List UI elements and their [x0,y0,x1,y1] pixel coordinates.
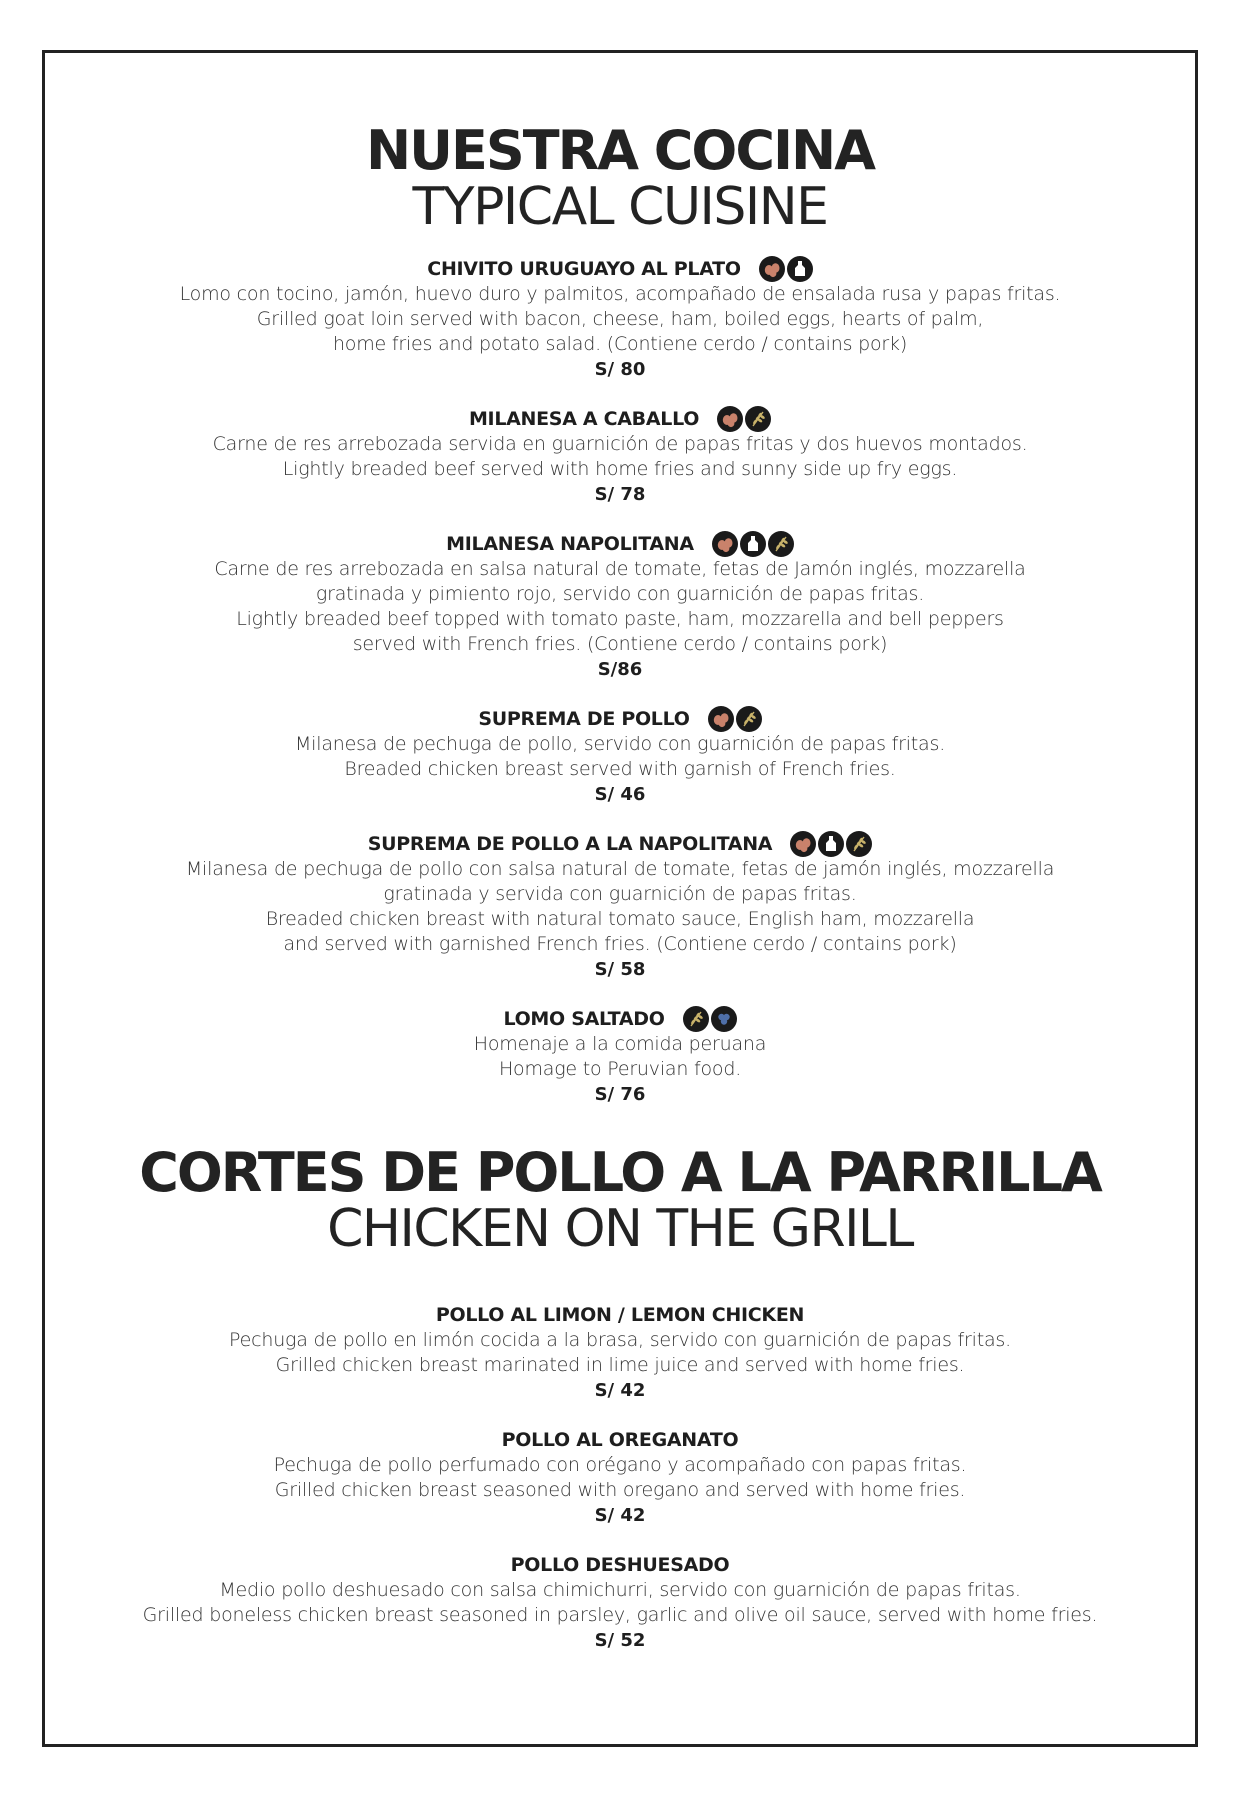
menu-item-lomo-saltado [45,1005,1195,1107]
menu-item-pollo-al-oreganato [45,1426,1195,1528]
gluten-icon [846,831,872,857]
soy-icon [711,1006,737,1032]
menu-item-suprema-de-pollo-a-la-napolitana [45,830,1195,982]
menu-item-price: S/ 78 [594,484,646,505]
menu-item-name: POLLO AL LIMON / LEMON CHICKEN [435,1303,805,1326]
gluten-icon [745,406,771,432]
allergen-icons [712,531,794,557]
section-subtitle-typical-cuisine: TYPICAL CUISINE [412,177,828,237]
menu-item-header [45,1005,1195,1032]
allergen-icons [708,706,762,732]
menu-item-header [45,705,1195,732]
menu-item-suprema-de-pollo [45,705,1195,807]
menu-item-price: S/ 52 [594,1630,646,1651]
menu-item-description-line: Milanesa de pechuga de pollo, servido con guarnición de papas fritas. [294,733,946,755]
menu-item-description-line: Grilled chicken breast marinated in lime juice and served with home fries. [275,1354,965,1376]
menu-item-description-line: Breaded chicken breast with natural tomato sauce, English ham, mozzarella [265,908,975,930]
menu-item-description-line: home fries and potato salad. (Contiene cerdo / contains pork) [332,333,908,355]
section-title-chicken-grill: CORTES DE POLLO A LA PARRILLA [139,1141,1101,1204]
menu-item-description-line: Homage to Peruvian food. [498,1058,742,1080]
menu-item-pollo-deshuesado [45,1551,1195,1653]
menu-item-price: S/ 42 [594,1380,646,1401]
menu-item-description-line: Breaded chicken breast served with garnish of French fries. [344,758,896,780]
menu-item-header [45,255,1195,282]
menu-item-price: S/ 46 [594,784,646,805]
dairy-icon [740,531,766,557]
menu-item-name: POLLO AL OREGANATO [501,1428,739,1451]
egg-icon [708,706,734,732]
egg-icon [717,406,743,432]
menu-item-price: S/86 [597,659,643,680]
menu-item-chivito-uruguayo-al-plato [45,255,1195,382]
allergen-icons [790,831,872,857]
gluten-icon [736,706,762,732]
menu-item-header [45,530,1195,557]
menu-item-name: LOMO SALTADO [503,1007,665,1030]
menu-item-header [45,1301,1195,1328]
allergen-icons [759,256,813,282]
menu-item-price: S/ 80 [594,359,646,380]
menu-item-description-line: Carne de res arrebozada servida en guarnición de papas fritas y dos huevos montados. [212,433,1028,455]
menu-item-description-line: Pechuga de pollo en limón cocida a la brasa, servido con guarnición de papas fritas. [229,1329,1011,1351]
egg-icon [790,831,816,857]
menu-item-header [45,405,1195,432]
menu-item-name: MILANESA A CABALLO [468,407,700,430]
menu-item-price: S/ 42 [594,1505,646,1526]
menu-item-price: S/ 58 [594,959,646,980]
menu-item-description-line: Grilled chicken breast seasoned with oregano and served with home fries. [274,1479,966,1501]
menu-items-typical-cuisine [45,255,1195,1107]
menu-item-description-line: Medio pollo deshuesado con salsa chimichurri, servido con guarnición de papas fritas. [219,1579,1021,1601]
menu-item-description-line: Carne de res arrebozada en salsa natural de tomate, fetas de Jamón inglés, mozzarella [214,558,1026,580]
gluten-icon [683,1006,709,1032]
menu-item-description-line: Homenaje a la comida peruana [473,1033,767,1055]
menu-item-header [45,830,1195,857]
menu-item-description-line: Lightly breaded beef topped with tomato paste, ham, mozzarella and bell peppers [236,608,1004,630]
menu-item-name: CHIVITO URUGUAYO AL PLATO [427,257,741,280]
menu-item-price: S/ 76 [594,1084,646,1105]
dairy-icon [787,256,813,282]
menu-item-name: SUPREMA DE POLLO A LA NAPOLITANA [367,832,773,855]
menu-items-chicken-grill [45,1301,1195,1653]
menu-item-description-line: and served with garnished French fries. (Contiene cerdo / contains pork) [283,933,957,955]
menu-page [45,53,1195,1676]
menu-item-name: SUPREMA DE POLLO [478,707,690,730]
menu-item-description-line: Milanesa de pechuga de pollo con salsa natural de tomate, fetas de jamón inglés, mozzarella [185,858,1055,880]
egg-icon [712,531,738,557]
menu-item-name: MILANESA NAPOLITANA [446,532,694,555]
menu-item-milanesa-a-caballo [45,405,1195,507]
menu-item-description-line: Grilled boneless chicken breast seasoned in parsley, garlic and olive oil sauce, served with home fries. [142,1604,1098,1626]
menu-item-description-line: Lightly breaded beef served with home fries and sunny side up fry eggs. [282,458,958,480]
menu-item-description-line: served with French fries. (Contiene cerdo / contains pork) [352,633,888,655]
egg-icon [759,256,785,282]
menu-item-description-line: gratinada y pimiento rojo, servido con guarnición de papas fritas. [315,583,925,605]
section-title-typical-cuisine: NUESTRA COCINA [365,119,875,182]
gluten-icon [768,531,794,557]
allergen-icons [683,1006,737,1032]
menu-item-header [45,1426,1195,1453]
allergen-icons [717,406,771,432]
menu-item-milanesa-napolitana [45,530,1195,682]
section-subtitle-chicken-grill: CHICKEN ON THE GRILL [327,1199,913,1259]
menu-item-description-line: Pechuga de pollo perfumado con orégano y acompañado con papas fritas. [273,1454,967,1476]
menu-item-description-line: gratinada y servida con guarnición de papas fritas. [383,883,857,905]
menu-item-pollo-al-limon-lemon-chicken [45,1301,1195,1403]
menu-item-name: POLLO DESHUESADO [510,1553,730,1576]
menu-item-description-line: Grilled goat loin served with bacon, cheese, ham, boiled eggs, hearts of palm, [256,308,984,330]
menu-item-header [45,1551,1195,1578]
menu-item-description-line: Lomo con tocino, jamón, huevo duro y palmitos, acompañado de ensalada rusa y papas fritas. [179,283,1061,305]
dairy-icon [818,831,844,857]
